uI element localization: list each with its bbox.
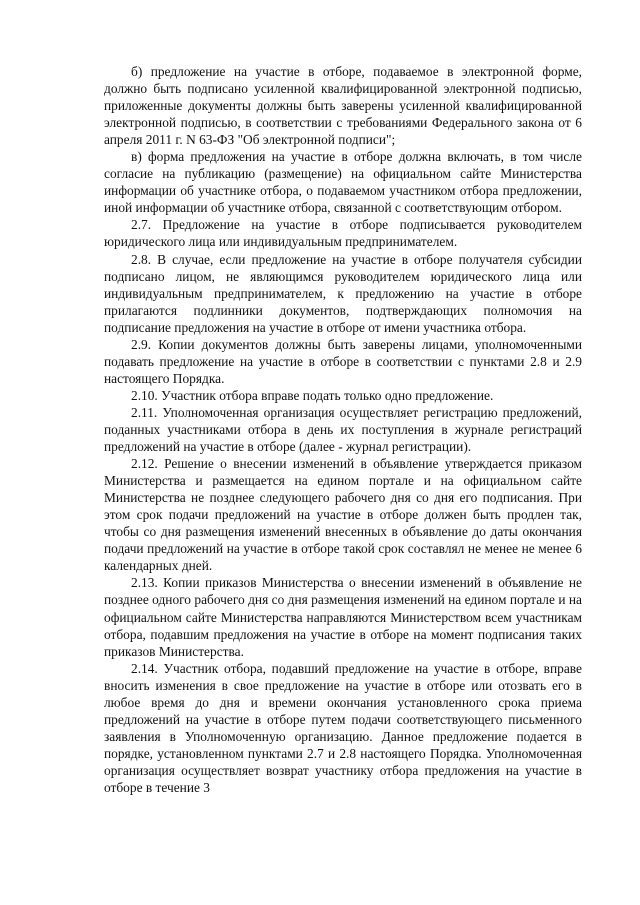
paragraph-2-12: 2.12. Решение о внесении изменений в объявление утверждается приказом Министерства и размещается на едином портале и на официальном сайте Министерства не позднее следующего рабочего дня со дня его подписания. При этом срок подачи предложений на участие в отборе должен быть продлен так, чтобы со дня размещения изменений внесенных в объявление до даты окончания подачи предложений на участие в отборе такой срок составлял не менее не менее 6 календарных дней. [104,456,582,574]
paragraph-2-11: 2.11. Уполномоченная организация осуществляет регистрацию предложений, поданных участниками отбора в день их поступления в журнале регистраций предложений на участие в отборе (далее - журнал регистрации). [104,404,582,455]
paragraph-2-7: 2.7. Предложение на участие в отборе подписывается руководителем юридического лица или индивидуальным предпринимателем. [104,217,582,250]
document-body [104,63,582,796]
paragraph-2-14: 2.14. Участник отбора, подавший предложение на участие в отборе, вправе вносить изменения в свое предложение на участие в отборе или отозвать его в любое время до дня и времени окончания установленного срока приема предложений на участие в отборе путем подачи соответствующего письменного заявления в Уполномоченную организацию. Данное предложение подается в порядке, установленном пунктами 2.7 и 2.8 настоящего Порядка. Уполномоченная организация осуществляет возврат участнику отбора предложения на участие в отборе в течение 3 [104,660,582,795]
paragraph-b-electronic-signature: б) предложение на участие в отборе, подаваемое в электронной форме, должно быть подписано усиленной квалифицированной электронной подписью, приложенные документы должны быть заверены усиленной квалифицированной электронной подписью, в соответствии с требованиями Федерального закона от 6 апреля 2011 г. N 63-ФЗ "Об электронной подписи"; [104,64,582,148]
paragraph-2-9: 2.9. Копии документов должны быть заверены лицами, уполномоченными подавать предложение на участие в отборе в соответствии с пунктами 2.8 и 2.9 настоящего Порядка. [104,336,582,386]
paragraph-2-8: 2.8. В случае, если предложение на участие в отборе получателя субсидии подписано лицом, не являющимся руководителем юридического лица или индивидуальным предпринимателем, к предложению на участие в отборе прилагаются подлинники документов, подтверждающих полномочия на подписание предложения на участие в отборе от имени участника отбора. [104,251,582,335]
paragraph-2-13: 2.13. Копии приказов Министерства о внесении изменений в объявление не позднее одного рабочего дня со дня размещения изменений на едином портале и на официальном сайте Министерства направляются Министерством всем участникам отбора, подавшим предложения на участие в отборе на момент подписания таких приказов Министерства. [104,575,582,659]
paragraph-v-consent-publication: в) форма предложения на участие в отборе должна включать, в том числе согласие на публикацию (размещение) на официальном сайте Министерства информации об участнике отбора, о подаваемом участником отбора предложении, иной информации об участнике отбора, связанной с соответствующим отбором. [104,149,582,216]
paragraph-2-10: 2.10. Участник отбора вправе подать только одно предложение. [131,387,494,403]
